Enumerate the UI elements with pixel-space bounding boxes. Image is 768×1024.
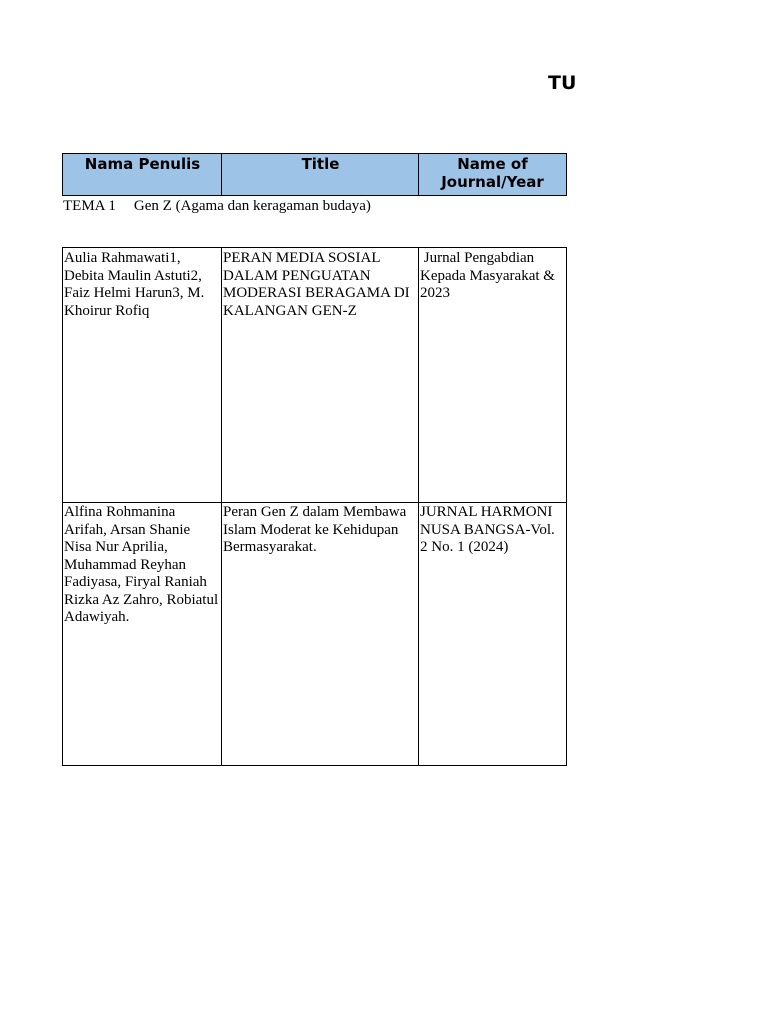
table-row-1-title: PERAN MEDIA SOSIAL DALAM PENGUATAN MODERASI BERAGAMA DI KALANGAN GEN-Z	[221, 247, 419, 503]
table-row-1-journal: Jurnal Pengabdian Kepada Masyarakat & 2023	[418, 247, 567, 503]
header-title: Title	[221, 153, 419, 196]
literature-table	[62, 153, 567, 766]
table-row-1-authors: Aulia Rahmawati1, Debita Maulin Astuti2, Faiz Helmi Harun3, M. Khoirur Rofiq	[62, 247, 222, 503]
table-row-2-title: Peran Gen Z dalam Membawa Islam Moderat ke Kehidupan Bermasyarakat.	[221, 502, 419, 766]
header-journal-year: Name of Journal/Year	[418, 153, 567, 196]
theme-row	[62, 195, 567, 247]
theme-label: TEMA 1	[63, 198, 116, 214]
theme-label-line	[63, 197, 371, 215]
header-nama-penulis: Nama Penulis	[62, 153, 222, 196]
theme-text: Gen Z (Agama dan keragaman budaya)	[133, 198, 371, 214]
table-row-2-authors: Alfina Rohmanina Arifah, Arsan Shanie Nisa Nur Aprilia, Muhammad Reyhan Fadiyasa, Firyal Raniah Rizka Az Zahro, Robiatul Adawiyah.	[62, 502, 222, 766]
table-row-2-journal: JURNAL HARMONI NUSA BANGSA-Vol. 2 No. 1 (2024)	[418, 502, 567, 766]
page-title: TU	[548, 72, 577, 94]
